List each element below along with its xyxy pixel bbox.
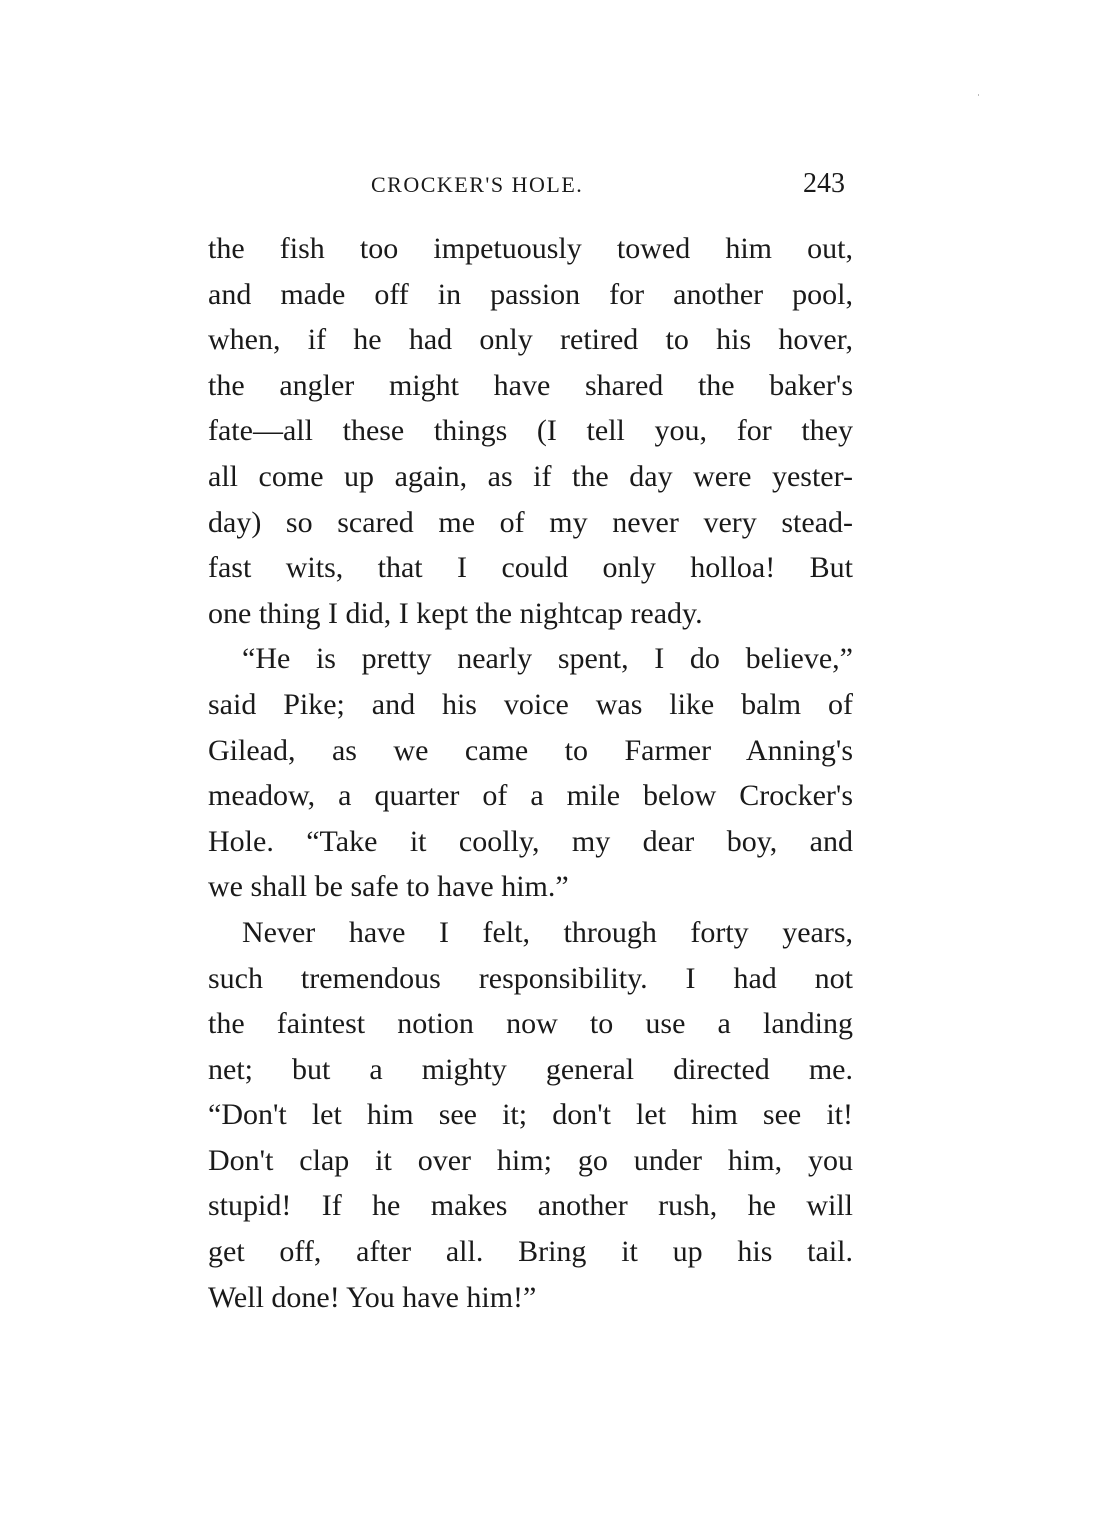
body-text (208, 226, 853, 1320)
text-line: Don't clap it over him; go under him, you (208, 1143, 853, 1177)
text-line: Gilead, as we came to Farmer Anning's (208, 733, 853, 767)
text-line: when, if he had only retired to his hover, (208, 323, 853, 357)
running-head (208, 166, 853, 206)
paragraph (208, 636, 853, 910)
text-line: get off, after all. Bring it up his tail. (208, 1235, 853, 1269)
text-line: Hole. “Take it coolly, my dear boy, and (208, 824, 853, 858)
text-line: net; but a mighty general directed me. (208, 1052, 853, 1086)
text-line: “Don't let him see it; don't let him see it! (208, 1098, 853, 1132)
text-line: said Pike; and his voice was like balm of (208, 687, 853, 721)
text-line: “He is pretty nearly spent, I do believe,” (242, 642, 853, 676)
text-line: the angler might have shared the baker's (208, 368, 853, 402)
paragraph (208, 226, 853, 636)
running-title: CROCKER'S HOLE. (371, 172, 584, 197)
text-line: day) so scared me of my never very stead- (208, 505, 853, 539)
text-line: Well done! You have him!” (208, 1280, 537, 1314)
text-line: the fish too impetuously towed him out, (208, 232, 853, 265)
scan-speck (978, 94, 979, 96)
text-line: such tremendous responsibility. I had not (208, 961, 853, 995)
text-line: stupid! If he makes another rush, he will (208, 1189, 853, 1223)
text-line: and made off in passion for another pool, (208, 277, 853, 311)
page-number: 243 (803, 168, 845, 199)
text-line: all come up again, as if the day were yester- (208, 459, 853, 493)
text-line: fate—all these things (I tell you, for they (208, 414, 853, 448)
text-line: the faintest notion now to use a landing (208, 1007, 853, 1041)
text-line: meadow, a quarter of a mile below Crocker's (208, 779, 853, 813)
text-line: one thing I did, I kept the nightcap ready. (208, 596, 703, 630)
text-line: we shall be safe to have him.” (208, 870, 569, 904)
text-line: Never have I felt, through forty years, (242, 915, 853, 949)
paragraph (208, 910, 853, 1320)
text-line: fast wits, that I could only holloa! But (208, 551, 853, 585)
